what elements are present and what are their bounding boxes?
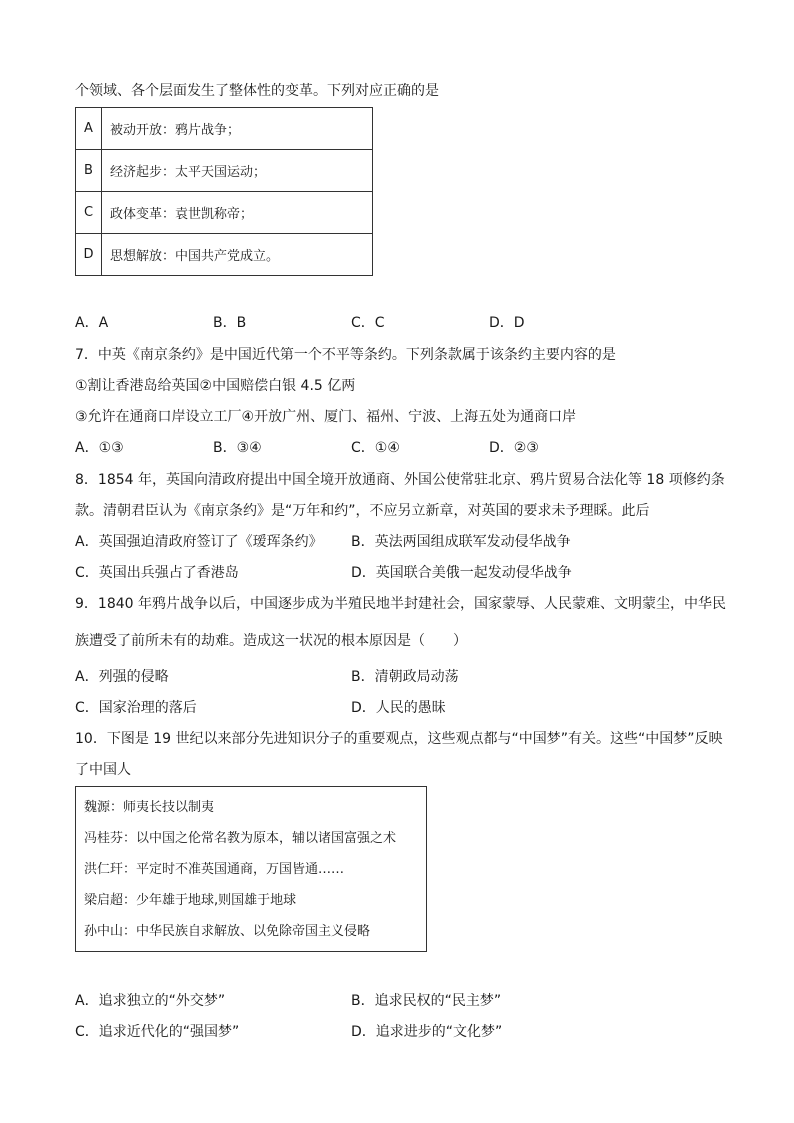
q7-option-a[interactable]: A．①③ [75,440,124,456]
q8-stem-line-2: 款。清朝君臣认为《南京条约》是“万年和约”，不应另立新章，对英国的要求未予理睬。此后 [75,503,650,519]
q10-option-a[interactable]: A．追求独立的“外交梦” [75,993,226,1009]
q10-quote-box [75,786,427,952]
quote-line: 孙中山：中华民族自求解放、以免除帝国主义侵略 [84,924,371,939]
q8-option-c[interactable]: C．英国出兵强占了香港岛 [75,565,239,581]
table-cell-letter: D [76,234,102,276]
q9-option-b[interactable]: B．清朝政局动荡 [351,669,459,685]
q7-statement-line-2: ③允许在通商口岸设立工厂④开放广州、厦门、福州、宁波、上海五处为通商口岸 [75,409,577,425]
q9-option-d[interactable]: D．人民的愚昧 [351,700,446,716]
q10-option-c[interactable]: C．追求近代化的“强国梦” [75,1024,240,1040]
table-cell-text: 被动开放：鸦片战争； [102,108,373,150]
q7-stem: 7．中英《南京条约》是中国近代第一个不平等条约。下列条款属于该条约主要内容的是 [75,347,616,363]
q8-option-b[interactable]: B．英法两国组成联军发动侵华战争 [351,534,571,550]
q6-choice-table [75,107,373,276]
q10-stem-line-1: 10．下图是 19 世纪以来部分先进知识分子的重要观点，这些观点都与“中国梦”有关。这些“中国梦”反映 [75,731,723,747]
q7-option-c[interactable]: C．①④ [351,440,400,456]
quote-line: 洪仁玕：平定时不准英国通商，万国皆通…… [84,862,345,877]
table-row [76,108,373,150]
table-row [76,192,373,234]
q8-option-d[interactable]: D．英国联合美俄一起发动侵华战争 [351,565,572,581]
q9-stem-line-2: 族遭受了前所未有的劫难。造成这一状况的根本原因是（ ） [75,633,467,649]
table-cell-text: 思想解放：中国共产党成立。 [102,234,373,276]
q6-option-b[interactable]: B．B [213,315,247,331]
q6-option-d[interactable]: D．D [489,315,525,331]
q8-option-a[interactable]: A．英国强迫清政府签订了《瑷珲条约》 [75,534,323,550]
q10-option-b[interactable]: B．追求民权的“民主梦” [351,993,502,1009]
q9-stem-line-1: 9．1840 年鸦片战争以后，中国逐步成为半殖民地半封建社会，国家蒙辱、人民蒙难、文明蒙尘，中华民 [75,596,726,612]
q6-stem-tail: 个领域、各个层面发生了整体性的变革。下列对应正确的是 [75,83,439,99]
table-cell-letter: C [76,192,102,234]
q10-option-d[interactable]: D．追求进步的“文化梦” [351,1024,503,1040]
table-row [76,150,373,192]
q7-option-d[interactable]: D．②③ [489,440,539,456]
q6-option-c[interactable]: C．C [351,315,385,331]
table-cell-letter: A [76,108,102,150]
table-cell-text: 经济起步：太平天国运动； [102,150,373,192]
q6-option-a[interactable]: A．A [75,315,109,331]
table-cell-text: 政体变革：袁世凯称帝； [102,192,373,234]
q7-option-b[interactable]: B．③④ [213,440,262,456]
q9-option-a[interactable]: A．列强的侵略 [75,669,169,685]
q7-statement-line-1: ①割让香港岛给英国②中国赔偿白银 4.5 亿两 [75,378,356,394]
q8-stem-line-1: 8．1854 年，英国向清政府提出中国全境开放通商、外国公使常驻北京、鸦片贸易合法化等 18 项修约条 [75,472,725,488]
q9-option-c[interactable]: C．国家治理的落后 [75,700,197,716]
quote-line: 魏源：师夷长技以制夷 [84,800,215,815]
quote-line: 梁启超：少年雄于地球,则国雄于地球 [84,893,297,908]
q10-stem-line-2: 了中国人 [75,762,131,778]
table-row [76,234,373,276]
quote-line: 冯桂芬：以中国之伦常名教为原本，辅以诸国富强之术 [84,831,397,846]
table-cell-letter: B [76,150,102,192]
